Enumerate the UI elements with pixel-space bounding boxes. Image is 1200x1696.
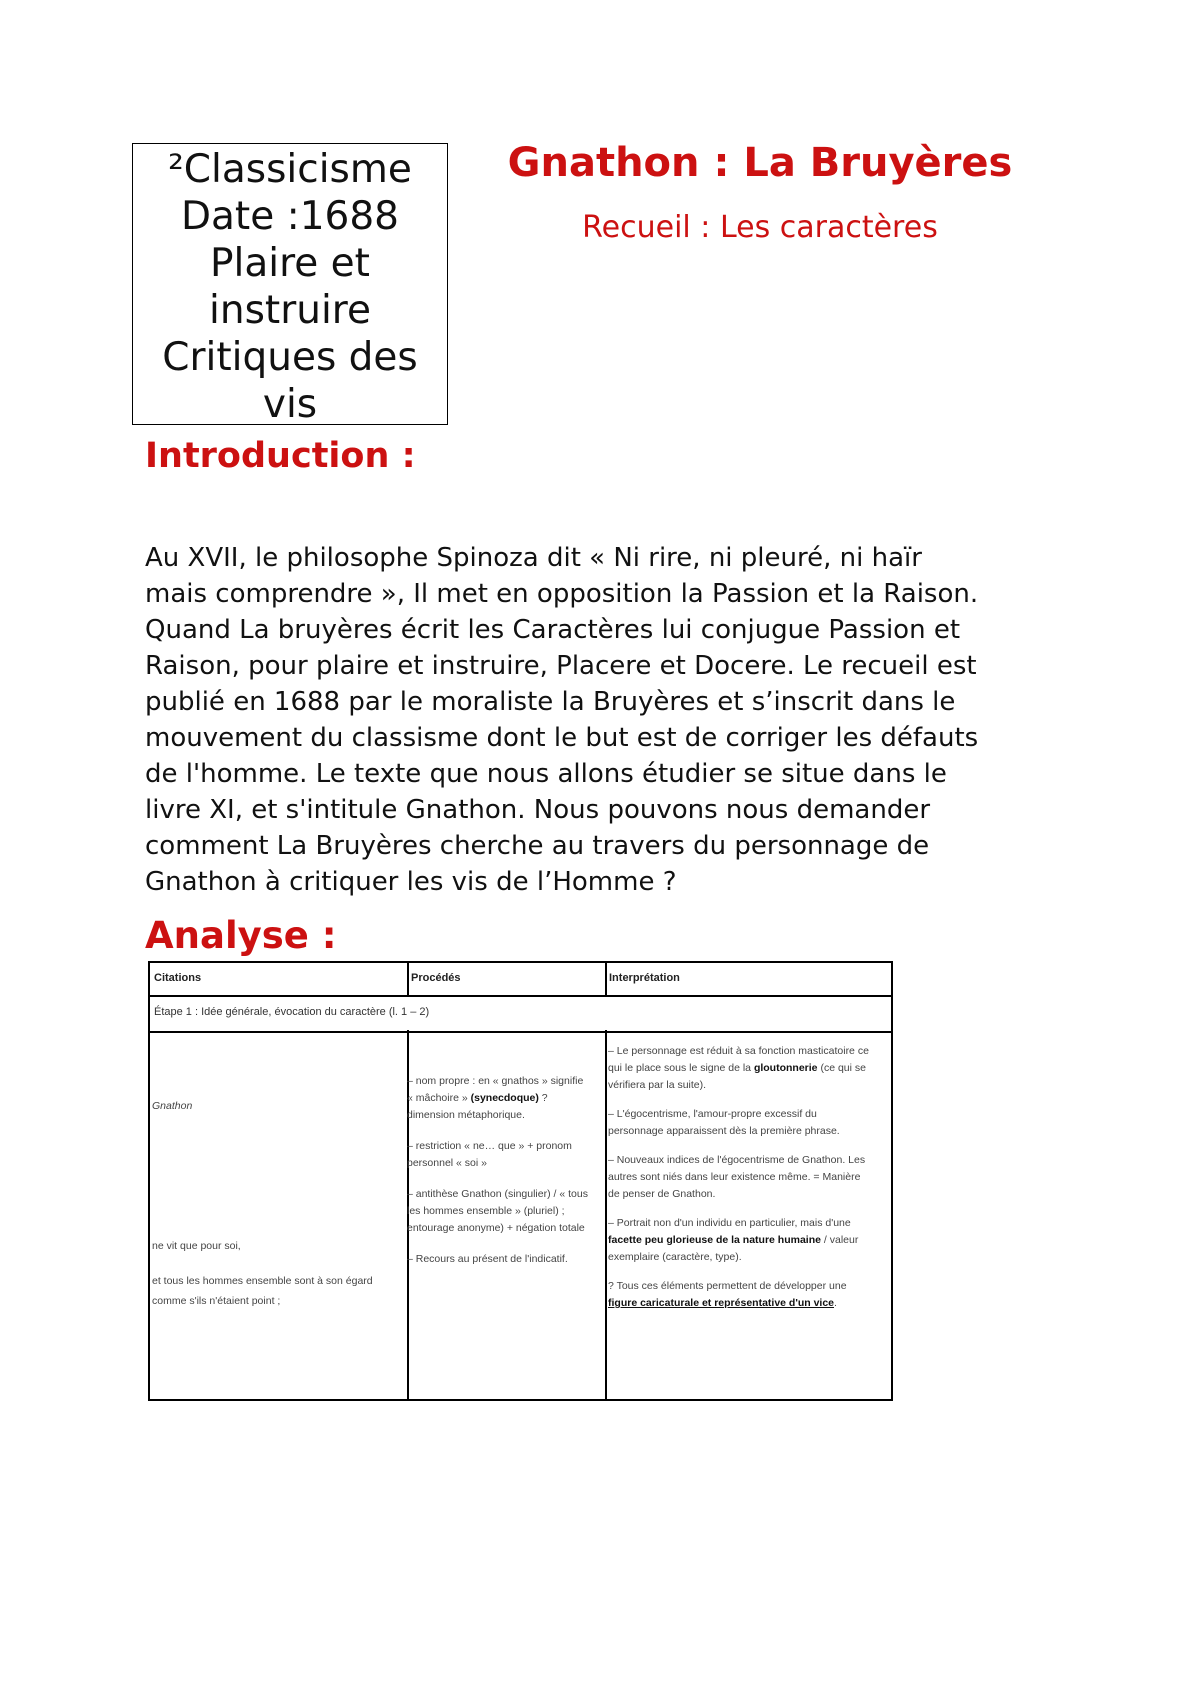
procede-text: dimension métaphorique. (407, 1109, 525, 1121)
intro-line: Quand La bruyères écrit les Caractères lui conjugue Passion et (145, 615, 961, 645)
citation-tous-les-hommes: et tous les hommes ensemble sont à son égard (152, 1275, 373, 1287)
procede-text: – nom propre : en « gnathos » signifie (407, 1075, 584, 1087)
interpretation-text: qui le place sous le signe de la (608, 1062, 754, 1074)
document-subtitle: Recueil : Les caractères (582, 210, 938, 245)
interpretation-text: – Portrait non d'un individu en particulier, mais d'une (608, 1217, 851, 1229)
analysis-table (148, 961, 893, 1401)
citation-ne-vit: ne vit que pour soi, (152, 1240, 241, 1252)
interpretation-keyword: facette peu glorieuse de la nature humaine (608, 1234, 821, 1246)
intro-line: Au XVII, le philosophe Spinoza dit « Ni rire, ni pleuré, ni haïr (145, 543, 922, 573)
table-row-mask (400, 997, 610, 1030)
intro-line: de l'homme. Le texte que nous allons étudier se situe dans le (145, 759, 947, 789)
procede-text: entourage anonyme) + négation totale (407, 1222, 585, 1234)
context-line-movement: ²Classicisme (168, 147, 412, 192)
context-box (132, 143, 448, 425)
procede-keyword: (synecdoque) (470, 1092, 539, 1104)
intro-line: comment La Bruyères cherche au travers du personnage de (145, 831, 930, 861)
procedes-cell (407, 1073, 602, 1282)
intro-line: mouvement du classisme dont le but est de corriger les défauts (145, 723, 979, 753)
context-line-theme-2: vis (262, 382, 318, 427)
intro-line: Gnathon à critiquer les vis de l’Homme ? (145, 867, 677, 897)
interpretation-text: . (834, 1297, 837, 1309)
analyse-heading: Analyse : (145, 914, 337, 957)
introduction-paragraph (145, 540, 1075, 900)
interpretation-text: / valeur (820, 1234, 859, 1246)
interpretation-text: – Nouveaux indices de l'égocentrisme de Gnathon. Les (608, 1154, 866, 1166)
table-divider (150, 1031, 891, 1033)
intro-line: publié en 1688 par le moraliste la Bruyères et s’inscrit dans le (145, 687, 956, 717)
interpretation-text: (ce qui se (817, 1062, 866, 1074)
context-line-aim-2: instruire (209, 288, 371, 333)
interpretation-cell (608, 1043, 890, 1324)
context-line-theme-1: Critiques des (162, 335, 418, 380)
interpretation-text: de penser de Gnathon. (608, 1188, 716, 1200)
procede-text: les hommes ensemble » (pluriel) ; (407, 1205, 565, 1217)
document-title: Gnathon : La Bruyères (507, 140, 1013, 186)
procede-text: ? (538, 1092, 548, 1104)
context-line-date: Date :1688 (180, 194, 399, 239)
intro-line: mais comprendre », Il met en opposition la Passion et la Raison. (145, 579, 979, 609)
table-header-interpretation: Interprétation (609, 972, 680, 984)
introduction-heading: Introduction : (145, 436, 416, 476)
interpretation-text: personnage apparaissent dès la première phrase. (608, 1125, 840, 1137)
interpretation-text: – Le personnage est réduit à sa fonction masticatoire ce (608, 1045, 869, 1057)
procede-text: « mâchoire » (407, 1092, 471, 1104)
interpretation-keyword: gloutonnerie (753, 1062, 818, 1074)
procede-text: – restriction « ne… que » + pronom (407, 1140, 572, 1152)
intro-line: Raison, pour plaire et instruire, Placere et Docere. Le recueil est (145, 651, 977, 681)
citation-gnathon: Gnathon (152, 1100, 193, 1112)
interpretation-text: – L'égocentrisme, l'amour-propre excessif du (608, 1108, 817, 1120)
interpretation-text: exemplaire (caractère, type). (608, 1251, 742, 1263)
table-step-row: Étape 1 : Idée générale, évocation du caractère (l. 1 – 2) (154, 1006, 430, 1018)
interpretation-text: autres sont niés dans leur existence même. = Manière (608, 1171, 861, 1183)
table-header-citations: Citations (154, 972, 202, 984)
interpretation-keyword: figure caricaturale et représentative d'un vice (608, 1297, 835, 1309)
table-header-procedes: Procédés (411, 972, 461, 984)
interpretation-text: ? Tous ces éléments permettent de développer une (608, 1280, 847, 1292)
context-line-aim-1: Plaire et (210, 241, 370, 286)
procede-text: personnel « soi » (407, 1157, 487, 1169)
interpretation-text: vérifiera par la suite). (608, 1079, 707, 1091)
intro-line: livre XI, et s'intitule Gnathon. Nous pouvons nous demander (145, 795, 931, 825)
procede-text: – antithèse Gnathon (singulier) / « tous (407, 1188, 588, 1200)
citation-comme-sils: comme s'ils n'étaient point ; (152, 1295, 281, 1307)
procede-text: – Recours au présent de l'indicatif. (407, 1253, 568, 1265)
